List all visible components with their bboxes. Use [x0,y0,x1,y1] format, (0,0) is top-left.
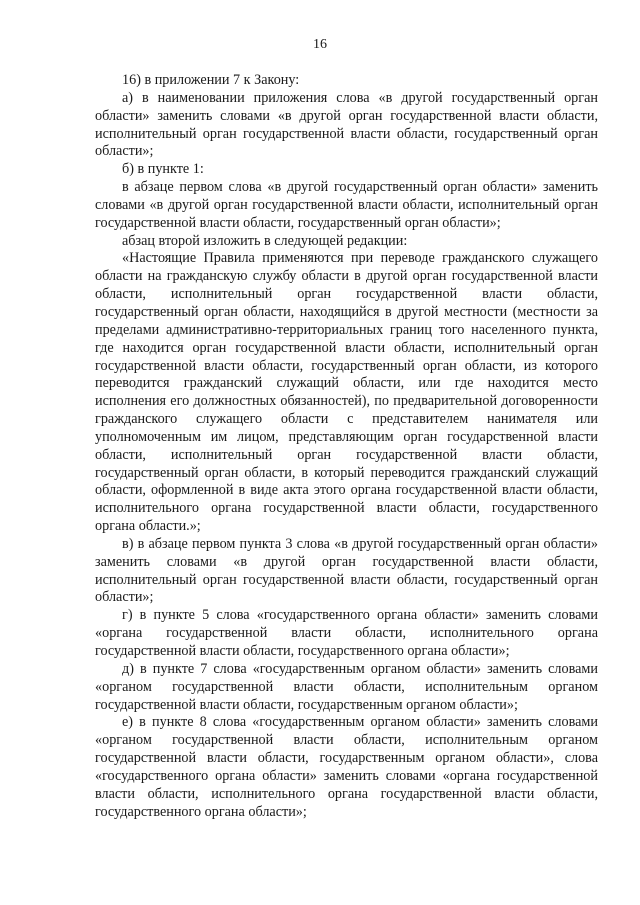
paragraph-subitem-a: а) в наименовании приложения слова «в другой государственный орган области» заменить словами «в другой орган государственной власти области, исполнительный орган государственной власти области, государственный орган области»; [95,89,598,160]
paragraph-subitem-g: г) в пункте 5 слова «государственного органа области» заменить словами «органа государственной власти области, исполнительного органа государственной власти области, государственного органа области»; [95,607,598,659]
document-body [95,72,598,821]
paragraph-subitem-v: в) в абзаце первом пункта 3 слова «в другой государственный орган области» заменить словами «в другой орган государственной власти области, исполнительный орган государственной власти области, государственный орган области»; [95,535,598,606]
paragraph-b-second-abzac: абзац второй изложить в следующей редакции: [122,232,408,249]
page-number: 16 [313,37,327,52]
paragraph-b-first-abzac: в абзаце первом слова «в другой государственный орган области» заменить словами «в другой орган государственной власти области, исполнительный орган государственной власти области, государственный орган области»; [95,179,598,231]
paragraph-subitem-b: б) в пункте 1: [122,161,204,178]
paragraph-new-rules-text: «Настоящие Правила применяются при переводе гражданского служащего области на гражданскую службу области в другой орган государственной власти области, исполнительный орган государственной власти области, государственный орган области, находящийся в другой местности (местности за пределами административно-территориальных границ того населенного пункта, где находится орган государственной власти области, исполнительный орган государственной власти области, государственный орган области, из которого переводится гражданский служащий области, или где находится место исполнения его должностных обязанностей), по предварительной договоренности гражданского служащего области с представителем нанимателя или уполномоченным им лицом, представляющим орган государственной власти области, исполнительный орган государственной власти области, государственный орган области, в который переводится гражданский служащий области, оформленной в виде акта этого органа государственной власти области, исполнительного органа государственной власти области, государственного органа области.»; [95,250,598,535]
paragraph-subitem-d: д) в пункте 7 слова «государственным органом области» заменить словами «органом государственной власти области, исполнительным органом государственной власти области, государственным органом области»; [95,660,598,713]
paragraph-item-16: 16) в приложении 7 к Закону: [122,72,300,88]
paragraph-subitem-e: е) в пункте 8 слова «государственным органом области» заменить словами «органом государственной власти области, исполнительным органом государственной власти области, государственным органом области», слова «государственного органа области» заменить словами «органа государственной власти области, исполнительного органа государственной власти области, государственного органа области»; [95,714,598,820]
